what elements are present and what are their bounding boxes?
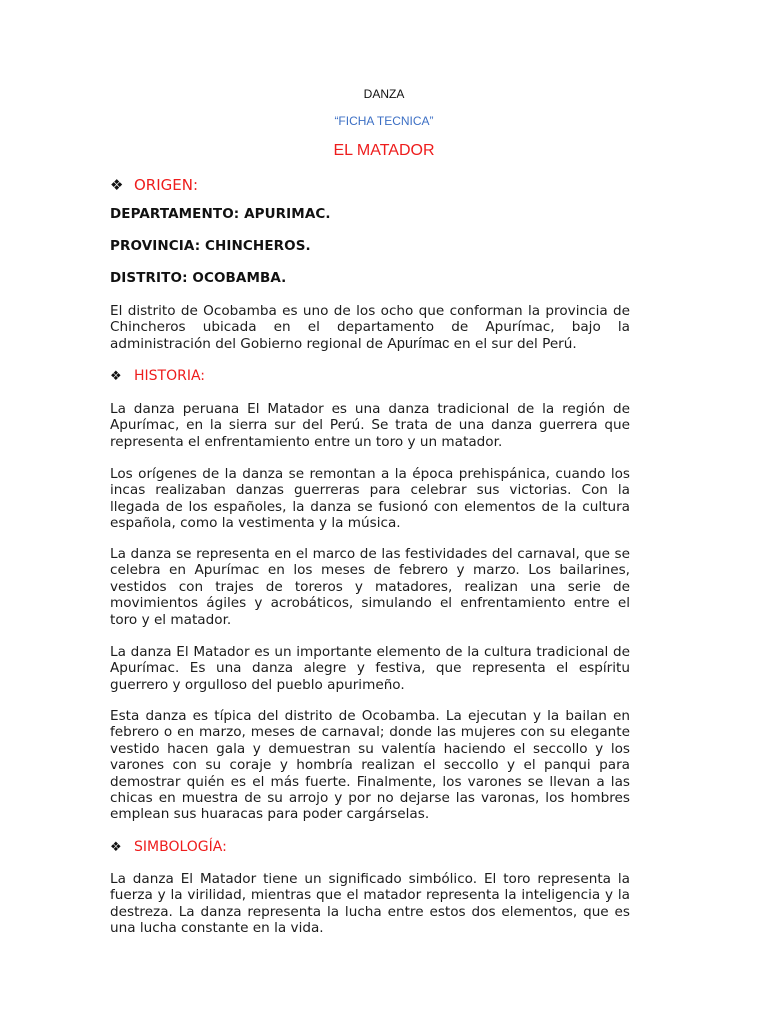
document-subtitle: “FICHA TECNICA”	[334, 114, 434, 128]
document-title: EL MATADOR	[333, 142, 435, 159]
field-distrito: DISTRITO: OCOBAMBA.	[110, 270, 287, 286]
origen-paragraph-end: en el sur del Perú.	[449, 335, 577, 352]
origen-paragraph-start: El distrito de Ocobamba es uno de los ocho que conforman la provincia de Chincheros ubicada en el departamento de Apurímac, bajo la administración del Gobierno regional de	[110, 303, 630, 352]
historia-paragraph: La danza peruana El Matador es una danza tradicional de la región de Apurímac, en la sierra sur del Perú. Se trata de una danza guerrera que representa el enfrentamiento entre un toro y un matador.	[110, 401, 630, 450]
field-departamento: DEPARTAMENTO: APURIMAC.	[110, 206, 331, 222]
field-provincia: PROVINCIA: CHINCHEROS.	[110, 238, 311, 254]
section-simbologia-label: SIMBOLOGÍA:	[134, 839, 227, 855]
diamond-bullet-icon: ❖	[110, 839, 122, 855]
diamond-bullet-icon: ❖	[110, 175, 124, 194]
historia-paragraph: Esta danza es típica del distrito de Ocobamba. La ejecutan y la bailan en febrero o en marzo, meses de carnaval; donde las mujeres con su elegante vestido hacen gala y demuestran su valentía haciendo el seccollo y los varones con su coraje y hombría realizan el seccollo y el panqui para demostrar quién es el más fuerte. Finalmente, los varones se llevan a las chicas en muestra de su arrojo y por no dejarse las varonas, los hombres emplean sus huaracas para poder cargárselas.	[110, 708, 630, 823]
document-kicker: DANZA	[363, 87, 405, 101]
simbologia-paragraph: La danza El Matador tiene un significado simbólico. El toro representa la fuerza y la virilidad, mientras que el matador representa la inteligencia y la destreza. La danza representa la lucha entre estos dos elementos, que es una lucha constante en la vida.	[110, 871, 630, 937]
section-origen-heading	[110, 175, 198, 195]
diamond-bullet-icon: ❖	[110, 368, 122, 384]
origen-paragraph-apurimac: Apurímac	[387, 335, 450, 352]
section-historia-label: HISTORIA:	[134, 368, 206, 384]
origen-paragraph	[110, 303, 630, 352]
section-simbologia-heading	[110, 837, 227, 857]
historia-paragraph: La danza se representa en el marco de las festividades del carnaval, que se celebra en Apurímac en los meses de febrero y marzo. Los bailarines, vestidos con trajes de toreros y matadores, realizan una serie de movimientos ágiles y acrobáticos, simulando el enfrentamiento entre el toro y el matador.	[110, 546, 630, 628]
historia-paragraph: La danza El Matador es un importante elemento de la cultura tradicional de Apurímac. Es una danza alegre y festiva, que representa el espíritu guerrero y orgulloso del pueblo apurimeño.	[110, 644, 630, 693]
section-historia-heading	[110, 366, 205, 386]
section-origen-label: ORIGEN:	[134, 176, 199, 194]
historia-paragraph: Los orígenes de la danza se remontan a la época prehispánica, cuando los incas realizaban danzas guerreras para celebrar sus victorias. Con la llegada de los españoles, la danza se fusionó con elementos de la cultura española, como la vestimenta y la música.	[110, 466, 630, 532]
